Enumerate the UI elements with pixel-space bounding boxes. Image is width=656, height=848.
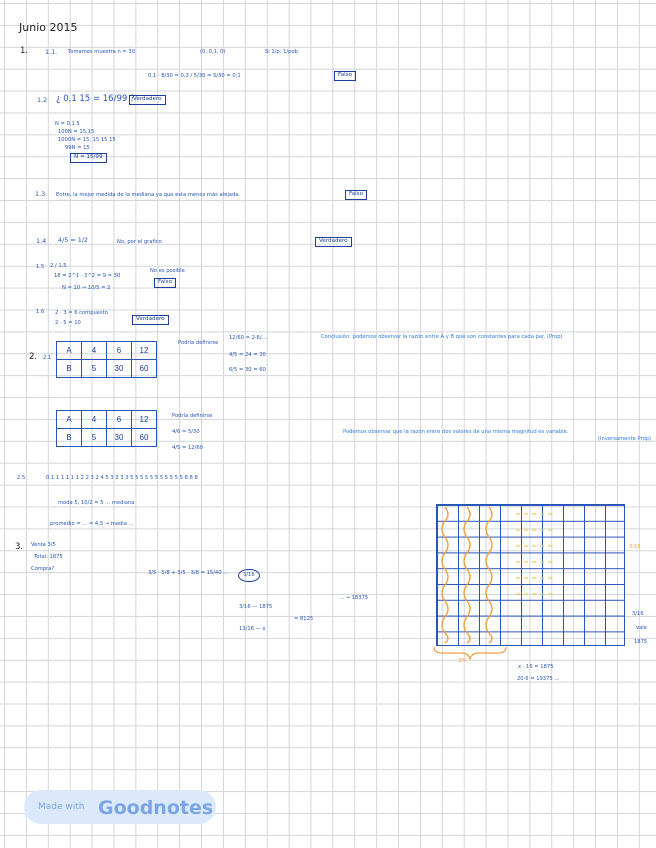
grid-label-right-4: 1875 — [634, 639, 648, 645]
q1-4-note: No, por el grafico — [117, 239, 162, 245]
q2-note-2: Podemos observar que la razón entre dos valores de una misma magnitud es variable. — [343, 429, 569, 435]
table-cell: 4 — [82, 342, 107, 360]
q3-rule-1: 3/16 — 1875 — [239, 604, 273, 610]
table-cell: 30 — [107, 429, 132, 447]
q1-1-text: Tomamos muestra n = 30 — [68, 49, 136, 55]
q1-3-text: Entre, la mejor medida de la mediana ya que esta menos más alejada. — [56, 192, 241, 198]
goodnotes-badge[interactable] — [24, 790, 216, 824]
made-with-text: Made with — [38, 802, 85, 812]
q1-4-label: 1.4 — [36, 237, 47, 245]
table-cell: 5 — [82, 360, 107, 378]
table-cell: A — [57, 411, 82, 429]
q2-calc2-1: 4/6 = 5/30 — [172, 429, 200, 435]
q1-1-side: Si 1/p: 1/pob — [265, 49, 298, 55]
q2-calc2-0: Podría definirse — [172, 413, 213, 419]
q1-2-work-1: N = 0,1 5 — [55, 121, 80, 127]
q1-2-work-5: N = 15/99 — [70, 153, 107, 163]
q2-calc1-2: 4/5 = 24 = 30 — [229, 352, 266, 358]
q3-rule-3: = 8125 — [294, 616, 314, 622]
q1-2-work-2: 100N = 15,15 — [58, 129, 95, 135]
table-cell: 5 — [82, 429, 107, 447]
q2-5-line-2: moda 5, 10/2 = 5 ... mediana — [58, 500, 135, 506]
q1-4-result: Verdadero — [315, 237, 352, 247]
table-cell: 60 — [132, 429, 157, 447]
q3-rule-2: 13/16 — x — [239, 626, 266, 632]
table-cell: A — [57, 342, 82, 360]
q1-2-result: Verdadero — [129, 95, 166, 105]
grid-label-right-2: 3/16 — [632, 611, 644, 617]
goodnotes-logo: Goodnotes — [98, 797, 214, 819]
q3-number: 3. — [15, 542, 24, 552]
table-cell: 60 — [132, 360, 157, 378]
q1-5-work-2: 18 = 2^1 · 3^2 = 9 = 30 — [54, 273, 121, 279]
q2-calc1-3: 6/5 = 30 = 60 — [229, 367, 266, 373]
q2-calc1-1: 12/60 = 2·6/... — [229, 335, 267, 341]
q1-4-expr: 4/5 = 1/2 — [58, 236, 88, 244]
q2-5-line-3: promedio = ... = 4,5 → media ... — [50, 521, 134, 527]
q1-1-result: Falso — [334, 71, 356, 81]
grid-label-right-3: vale — [636, 625, 647, 631]
q2-calc2-2: 4/5 = 12/60 — [172, 445, 203, 451]
q1-5-work-3: N = 10 → 10/5 = 2 — [62, 285, 111, 291]
page-title: Junio 2015 — [19, 21, 78, 34]
q1-2-question: ¿ 0,1 15 = 16/99 ? — [56, 94, 135, 104]
q2-table-1 — [56, 341, 157, 378]
q1-6-text: 2 · 3 = 6 compuesto — [55, 310, 108, 316]
table-cell: 4 — [82, 411, 107, 429]
q1-1-calc: 0,1 · 8/30 = 0,3 / 5/30 = 5/30 = 0,1 — [148, 73, 241, 79]
table-cell: 6 — [107, 342, 132, 360]
table-cell: 12 — [132, 411, 157, 429]
q3-side-note: ... → 18375 — [339, 595, 369, 601]
q3-work-3: Compra? — [31, 566, 55, 572]
q1-1-note: (0, 0,1, 0) — [200, 49, 226, 55]
q3-work-1: Venta 3/5 — [31, 542, 56, 548]
q2-table-2 — [56, 410, 157, 447]
table-cell: 6 — [107, 411, 132, 429]
fraction-grid-drawing: ≈ ≈ ≈ ≈ ≈ ≈ ≈ ≈ ≈ ≈ ≈ ≈ ≈ ≈ ≈ ≈ ≈ ≈ ≈ ≈ ≈ ≈ ≈ ≈ ≈ ≈ ≈ ≈ ≈ ≈ — [436, 504, 625, 646]
q1-1-label: 1.1. — [45, 48, 58, 56]
q1-2-label: 1.2 — [37, 96, 48, 104]
q1-6-text2: 2 · 5 = 10 — [55, 320, 81, 326]
q2-note-2b: (Inversamente Prop) — [598, 436, 652, 442]
q3-bottom-2: 20·6 = 19375 ... — [517, 676, 560, 682]
q2-5-label: 2.5 — [17, 475, 26, 481]
q2-calc1-0: Podría definirse — [178, 340, 219, 346]
q1-2-work-3: 1000N = 15, 15 15 15 — [58, 137, 116, 143]
q3-expression: 3/5 · 5/8 + 3/5 · 3/8 = 15/40 ... — [148, 570, 229, 576]
q1-2-work-4: 99N = 15 — [65, 145, 90, 151]
q1-5-note: No es posible — [150, 268, 185, 274]
q2-note-1: Conclusión: podemos observar la razón entre A y B que son constantes para cada par. (Prop) — [321, 334, 563, 340]
grid-label-right-1: 3/16 — [629, 544, 641, 550]
q1-3-result: Falso — [345, 190, 367, 200]
q2-sub: 2.1 — [43, 355, 52, 361]
grid-label-below: 3/5 — [458, 658, 467, 664]
q1-5-label: 1.5 — [36, 264, 45, 270]
q1-number: 1. — [20, 46, 29, 56]
q3-bottom-1: x · 16 = 1875 — [518, 664, 554, 670]
q1-5-work-1: 2 / 1,5 — [50, 263, 67, 269]
table-cell: 30 — [107, 360, 132, 378]
table-cell: B — [57, 360, 82, 378]
table-cell: B — [57, 429, 82, 447]
q3-work-2: Total: 1875 — [34, 554, 63, 560]
q1-3-label: 1.3 — [35, 190, 46, 198]
q1-5-result: Falso — [154, 278, 176, 288]
table-cell: 12 — [132, 342, 157, 360]
q2-number: 2. — [29, 352, 38, 362]
q1-6-result: Verdadero — [132, 315, 169, 325]
q2-5-sequence: 0,1 1 1 1 1 1 2 2 3 2 4 5 3 3 3 3 5 5 5 5 5 5 5 5 5 5 5 8 8 8 — [46, 475, 198, 481]
orange-brace — [430, 645, 510, 661]
q1-6-label: 1.6 — [36, 309, 45, 315]
q3-circled-answer: 3/16 — [238, 569, 260, 582]
